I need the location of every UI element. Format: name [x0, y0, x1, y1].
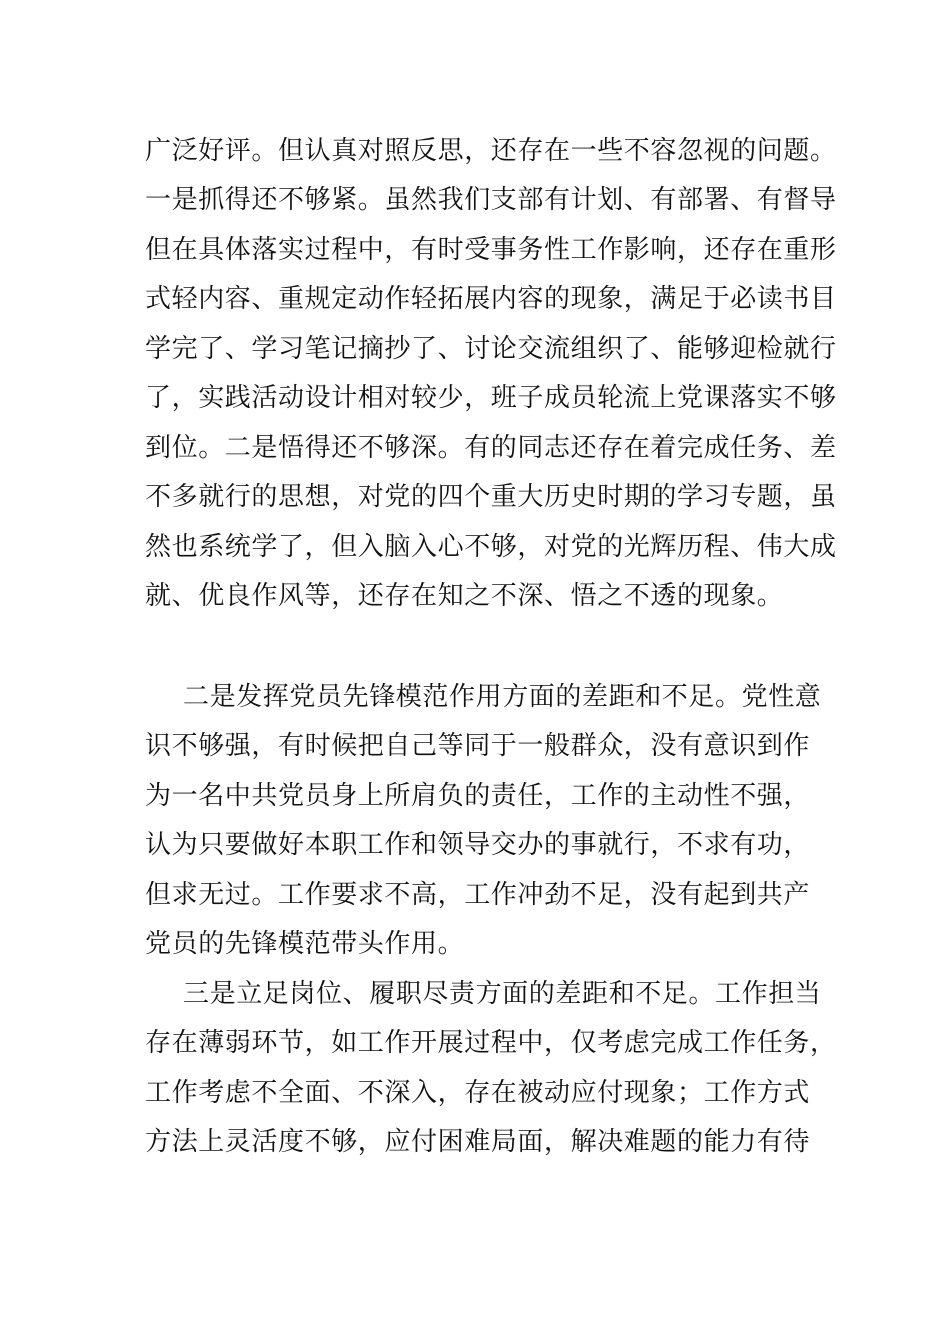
paragraph-3-line: 工作考虑不全面、不深入，存在被动应付现象；工作方式 [145, 1078, 811, 1108]
paragraph-2-line: 二是发挥党员先锋模范作用方面的差距和不足。党性意 [183, 682, 822, 712]
paragraph-1-line: 就、优良作风等，还存在知之不深、悟之不透的现象。 [145, 581, 784, 611]
paragraph-1-line: 一是抓得还不够紧。虽然我们支部有计划、有部署、有督导 [145, 185, 837, 215]
paragraph-2-line: 党员的先锋模范带头作用。 [145, 929, 465, 959]
paragraph-3-line: 三是立足岗位、履职尽责方面的差距和不足。工作担当 [183, 979, 822, 1009]
paragraph-2-line: 识不够强，有时候把自己等同于一般群众，没有意识到作 [145, 731, 811, 761]
paragraph-2-line: 认为只要做好本职工作和领导交办的事就行，不求有功， [145, 830, 811, 860]
paragraph-1-line: 但在具体落实过程中，有时受事务性工作影响，还存在重形 [145, 235, 837, 265]
paragraph-1-line: 然也系统学了，但入脑入心不够，对党的光辉历程、伟大成 [145, 532, 837, 562]
paragraph-3-line: 方法上灵活度不够，应付困难局面，解决难题的能力有待 [145, 1127, 811, 1157]
paragraph-3-line: 存在薄弱环节，如工作开展过程中，仅考虑完成工作任务， [145, 1028, 837, 1058]
paragraph-1-line: 式轻内容、重规定动作轻拓展内容的现象，满足于必读书目 [145, 284, 837, 314]
paragraph-2-line: 但求无过。工作要求不高，工作冲劲不足，没有起到共产 [145, 880, 811, 910]
paragraph-2-line: 为一名中共党员身上所肩负的责任，工作的主动性不强， [145, 781, 811, 811]
paragraph-1-line: 不多就行的思想，对党的四个重大历史时期的学习专题，虽 [145, 482, 837, 512]
paragraph-1-line: 到位。二是悟得还不够深。有的同志还存在着完成任务、差 [145, 433, 837, 463]
paragraph-1-line: 了，实践活动设计相对较少，班子成员轮流上党课落实不够 [145, 383, 837, 413]
paragraph-1-line: 学完了、学习笔记摘抄了、讨论交流组织了、能够迎检就行 [145, 334, 837, 364]
paragraph-1-line: 广泛好评。但认真对照反思，还存在一些不容忽视的问题。 [145, 136, 837, 166]
